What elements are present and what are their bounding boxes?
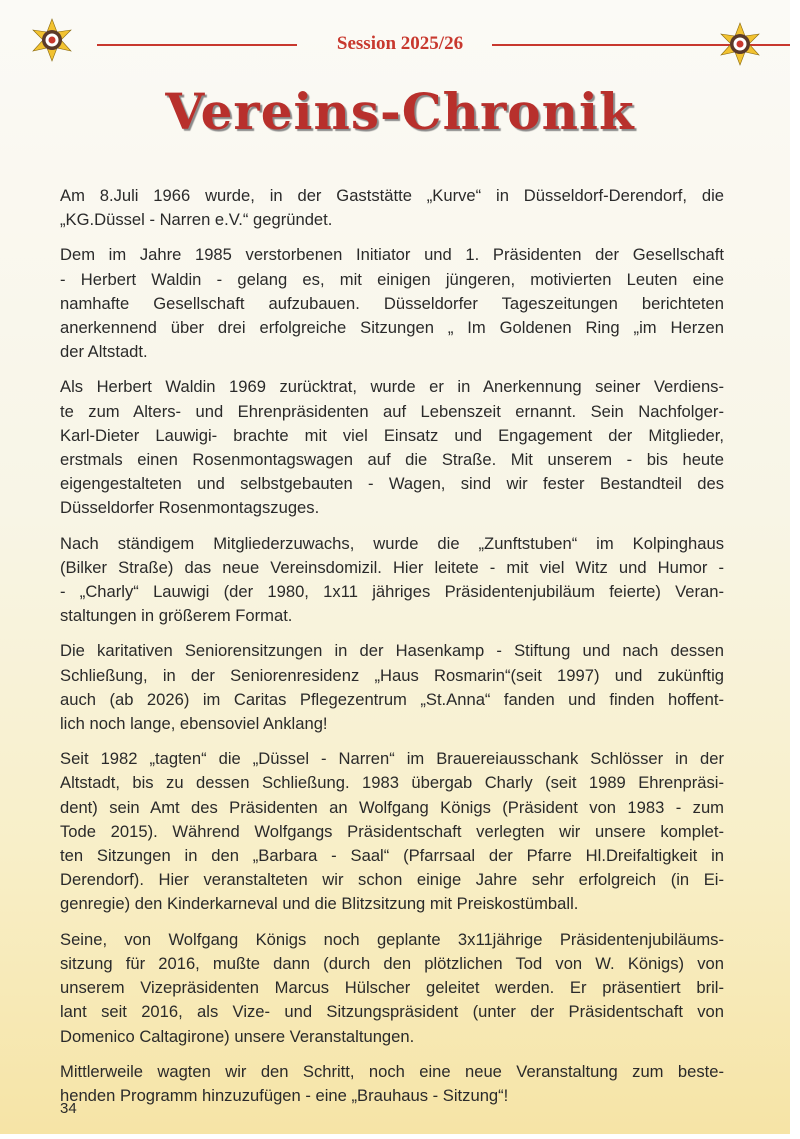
paragraph bbox=[60, 1060, 724, 1108]
text-line: Düsseldorfer Rosenmontagszuges. bbox=[60, 498, 320, 518]
text-line: unserem Vizepräsidenten Marcus Hülscher geleitet werden. Er präsentiert bril- bbox=[60, 978, 724, 998]
text-line: Seine, von Wolfgang Königs noch geplante 3x11jährige Präsidentenjubiläums- bbox=[60, 929, 724, 949]
text-line: auch (ab 2026) im Caritas Pflegezentrum „St.Anna“ fanden und finden hoffent- bbox=[60, 689, 724, 709]
text-line: genregie) den Kinderkarneval und die Blitzsitzung mit Preiskostümball. bbox=[60, 894, 579, 914]
text-line: Domenico Caltagirone) unsere Veranstaltungen. bbox=[60, 1026, 415, 1046]
page-number: 34 bbox=[60, 1100, 77, 1117]
text-line: Die karitativen Seniorensitzungen in der Hasenkamp - Stiftung und nach dessen bbox=[60, 641, 724, 661]
text-line: henden Programm hinzuzufügen - eine „Brauhaus - Sitzung“! bbox=[60, 1085, 509, 1105]
text-line: - Herbert Waldin - gelang es, mit einigen jüngeren, motivierten Leuten eine bbox=[60, 269, 724, 289]
text-line: Als Herbert Waldin 1969 zurücktrat, wurde er in Anerkennung seiner Verdiens- bbox=[60, 377, 724, 397]
text-line: Schließung, in der Seniorenresidenz „Haus Rosmarin“(seit 1997) und zukünftig bbox=[60, 665, 724, 685]
paragraph bbox=[60, 532, 724, 629]
text-line: (Bilker Straße) das neue Vereinsdomizil. Hier leitete - mit viel Witz und Humor - bbox=[60, 557, 724, 577]
paragraph bbox=[60, 928, 724, 1049]
chronicle-text bbox=[60, 184, 724, 1119]
text-line: Derendorf). Hier veranstalteten wir schon einige Jahre sehr erfolgreich (in Ei- bbox=[60, 870, 724, 890]
text-line: - „Charly“ Lauwigi (der 1980, 1x11 jähriges Präsidentenjubiläum feierte) Veran- bbox=[60, 582, 724, 602]
text-line: ten Sitzungen in den „Barbara - Saal“ (Pfarrsaal der Pfarre Hl.Dreifaltigkeit in bbox=[60, 846, 724, 866]
text-line: lant seit 2016, als Vize- und Sitzungspräsident (unter der Präsidentschaft von bbox=[60, 1002, 724, 1022]
paragraph bbox=[60, 184, 724, 232]
text-line: der Altstadt. bbox=[60, 342, 148, 362]
text-line: Tode 2015). Während Wolfgangs Präsidentschaft verlegten wir unsere komplet- bbox=[60, 821, 724, 841]
text-line: dent) sein Amt des Präsidenten an Wolfgang Königs (Präsident von 1983 - zum bbox=[60, 797, 724, 817]
text-line: lich noch lange, ebensoviel Anklang! bbox=[60, 714, 328, 734]
paragraph bbox=[60, 375, 724, 520]
text-line: te zum Alters- und Ehrenpräsidenten auf Lebenszeit ernannt. Sein Nachfolger- bbox=[60, 401, 724, 421]
page-title: Vereins-Chronik bbox=[165, 82, 635, 141]
text-line: Am 8.Juli 1966 wurde, in der Gaststätte „Kurve“ in Düsseldorf-Derendorf, die bbox=[60, 186, 724, 205]
paragraph bbox=[60, 243, 724, 364]
text-line: staltungen in größerem Format. bbox=[60, 606, 293, 626]
text-line: Dem im Jahre 1985 verstorbenen Initiator und 1. Präsidenten der Gesellschaft bbox=[60, 245, 724, 265]
text-line: „KG.Düssel - Narren e.V.“ gegründet. bbox=[60, 210, 333, 230]
text-line: erstmals einen Rosenmontagswagen auf die Straße. Mit unserem - bis heute bbox=[60, 450, 724, 470]
text-line: namhafte Gesellschaft aufzubauen. Düsseldorfer Tageszeitungen berichteten bbox=[60, 293, 724, 313]
text-line: eigengestalteten und selbstgebauten - Wagen, sind wir fester Bestandteil des bbox=[60, 474, 724, 494]
text-line: anerkennend über drei erfolgreiche Sitzungen „ Im Goldenen Ring „im Herzen bbox=[60, 318, 724, 338]
session-label: Session 2025/26 bbox=[336, 33, 464, 54]
text-line: sitzung für 2016, mußte dann (durch den plötzlichen Tod von W. Königs) von bbox=[60, 953, 724, 973]
text-line: Karl-Dieter Lauwigi- brachte mit viel Einsatz und Engagement der Mitglieder, bbox=[60, 425, 724, 445]
paragraph bbox=[60, 639, 724, 736]
text-line: Seit 1982 „tagten“ die „Düssel - Narren“ im Brauereiausschank Schlösser in der bbox=[60, 749, 724, 769]
text-line: Mittlerweile wagten wir den Schritt, noch eine neue Veranstaltung zum beste- bbox=[60, 1061, 724, 1081]
text-line: Altstadt, bis zu dessen Schließung. 1983 übergab Charly (seit 1989 Ehrenpräsi- bbox=[60, 773, 724, 793]
text-line: Nach ständigem Mitgliederzuwachs, wurde die „Zunftstuben“ im Kolpinghaus bbox=[60, 533, 724, 553]
paragraph bbox=[60, 747, 724, 916]
club-emblem-icon bbox=[718, 22, 762, 66]
